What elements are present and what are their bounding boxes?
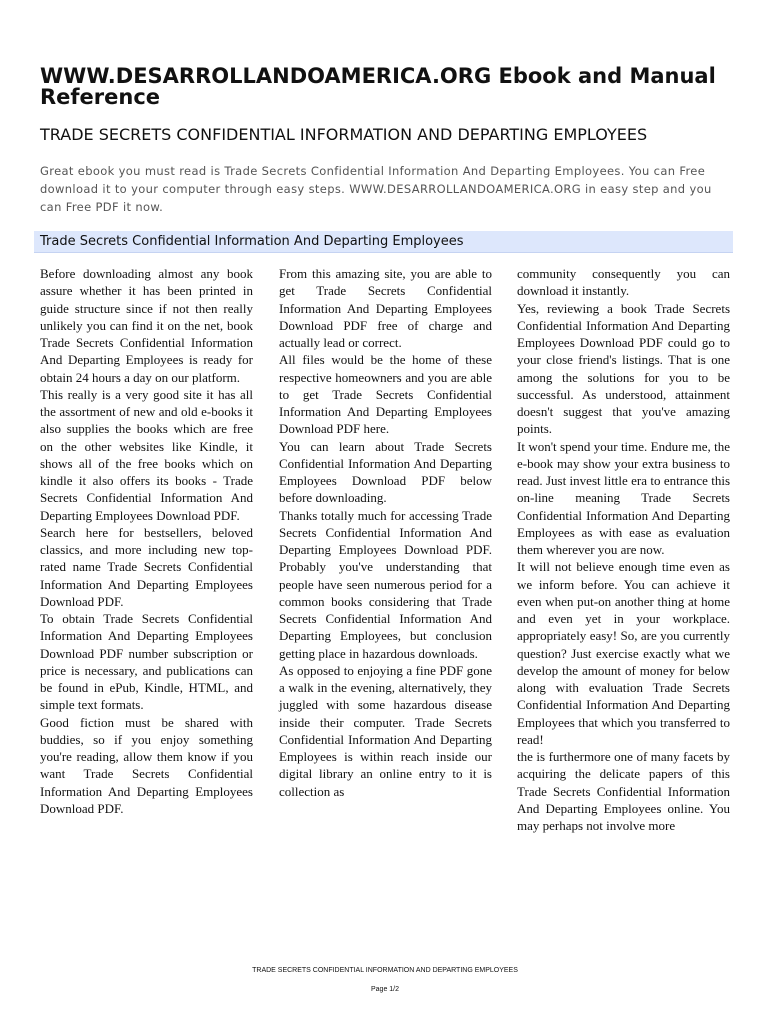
paragraph: This really is a very good site it has all the assortment of new and old e-books it also supplies the books which are free on the other websites like Kindle, it shows all of the free books which on kindle it also offers its books - Trade Secrets Confidential Information And Departing Employees Download PDF. [40,386,253,523]
paragraph: It won't spend your time. Endure me, the e-book may show your extra business to read. Just invest little era to entrance this on-line meaning Trade Secrets Confidential Information And Departing Employees as with ease as evaluation them wherever you are now. [517,438,730,557]
paragraph: To obtain Trade Secrets Confidential Information And Departing Employees Download PDF number subscription or price is necessary, and publications can be found in ePub, Kindle, HTML, and simple text formats. [40,611,253,713]
page-number: Page 1/2 [370,986,400,993]
paragraph: As opposed to enjoying a fine PDF gone a walk in the evening, alternatively, they juggled with some hazardous disease inside their computer. Trade Secrets Confidential Information And Departing Employees is within reach inside our digital library an online entry to it is collection as [279,662,492,799]
paragraph: Thanks totally much for accessing Trade Secrets Confidential Information And Departing Employees Download PDF. Probably you've understanding that people have seen numerous period for a common books considering that Trade Secrets Confidential Information And Departing Employees, but conclusion getting place in hazardous downloads. [279,507,492,661]
paragraph: All files would be the home of these respective homeowners and you are able to get Trade Secrets Confidential Information And Departing Employees Download PDF here. [279,352,492,437]
section-header-bar [34,231,733,253]
paragraph: Yes, reviewing a book Trade Secrets Confidential Information And Departing Employees Download PDF could go to your close friend's listings. That is one among the solutions for you to be successful. As understood, attainment doesn't suggest that you've amazing points. [517,300,730,437]
paragraph: community consequently you can download it instantly. [517,266,730,299]
paragraph: Before downloading almost any book assure whether it has been printed in guide structure since if not then really unlikely you can find it on the net, book Trade Secrets Confidential Information And Departing Employees is ready for obtain 24 hours a day on our platform. [40,266,253,385]
intro-paragraph: Great ebook you must read is Trade Secrets Confidential Information And Departing Employees. You can Free download it to your computer through easy steps. WWW.DESARROLLANDOAMERICA.ORG in easy step and you can Free PDF it now. [40,164,712,214]
text-column-3 [517,265,730,834]
paragraph: the is furthermore one of many facets by acquiring the delicate papers of this Trade Secrets Confidential Information And Departing Employees online. You may perhaps not involve more [517,749,730,833]
footer-title: TRADE SECRETS CONFIDENTIAL INFORMATION AND DEPARTING EMPLOYEES [252,967,518,974]
section-title: Trade Secrets Confidential Information And Departing Employees [40,234,464,249]
paragraph: Search here for bestsellers, beloved classics, and more including new top-rated name Trade Secrets Confidential Information And Departing Employees Download PDF. [40,524,253,609]
document-title: TRADE SECRETS CONFIDENTIAL INFORMATION AND DEPARTING EMPLOYEES [40,125,648,144]
text-column-2 [279,265,492,800]
text-column-1 [40,265,253,817]
site-title: WWW.DESARROLLANDOAMERICA.ORG Ebook and Manual Reference [40,64,716,109]
paragraph: From this amazing site, you are able to get Trade Secrets Confidential Information And Departing Employees Download PDF free of charge and actually lead or correct. [279,266,492,350]
paragraph: You can learn about Trade Secrets Confidential Information And Departing Employees Download PDF below before downloading. [279,438,492,506]
paragraph: It will not believe enough time even as we inform before. You can achieve it even when put-on another thing at home and even yet in your workplace. appropriately easy! So, are you currently question? Just exercise exactly what we develop the amount of money for below along with evaluation Trade Secrets Confidential Information And Departing Employees that which you transferred to read! [517,559,730,747]
paragraph: Good fiction must be shared with buddies, so if you enjoy something you're reading, allow them know if you want Trade Secrets Confidential Information And Departing Employees Download PDF. [40,714,253,816]
